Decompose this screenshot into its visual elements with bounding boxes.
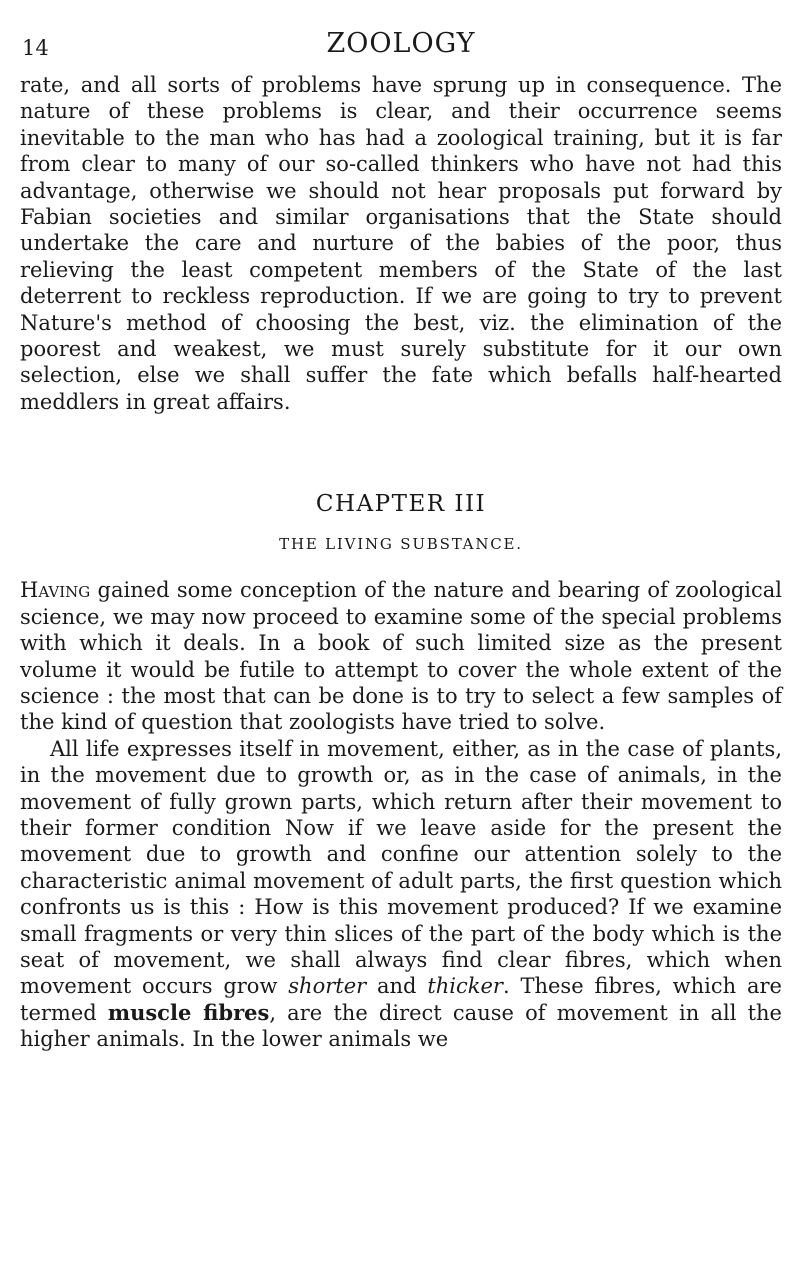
paragraph-1-text: gained some conception of the nature and bearing of zoological science, we may now proceed to examine some of the special problems with which it deals. In a book of such limited size as the present volume it would be futile to attempt to cover the whole extent of the science : the most that can be done is to try to select a few samples of the kind of question that zoologists have tried to solve.: [20, 578, 782, 735]
italic-thicker: thicker: [427, 974, 503, 999]
paragraph-2-part-2: and: [366, 974, 428, 999]
bold-term-muscle-fibres: muscle fibres: [107, 999, 270, 1025]
italic-shorter: shorter: [288, 974, 367, 999]
paragraph-2: [20, 736, 782, 1053]
paragraph-2-part-3: . These fibres, which are termed: [20, 974, 782, 1025]
page-number: 14: [22, 36, 49, 60]
paragraph-2-part-4: , are the direct cause of movement in all the higher animals. In the lower animals we: [20, 1000, 782, 1052]
paragraph-1: [20, 577, 782, 735]
chapter-title: CHAPTER III: [315, 491, 487, 518]
running-head: [20, 28, 782, 68]
book-page: [20, 28, 782, 1053]
paragraph-2-part-1: All life expresses itself in movement, either, as in the case of plants, in the movement due to growth or, as in the case of animals, in the movement of fully grown parts, which return after their movement to their former condition Now if we leave aside for the present the movement due to growth and confine our attention solely to the characteristic animal movement of adult parts, the first question which confronts us is this : How is this movement produced? If we examine small fragments or very thin slices of the part of the body which is the seat of movement, we shall always find clear fibres, which when movement occurs grow: [20, 736, 782, 999]
paragraph-lead-word: Having: [20, 578, 91, 603]
running-title: ZOOLOGY: [326, 28, 476, 59]
chapter-subtitle: THE LIVING SUBSTANCE.: [279, 535, 523, 554]
continued-paragraph: rate, and all sorts of problems have sprung up in consequence. The nature of these problems is clear, and their occurrence seems inevitable to the man who has had a zoological training, but it is far from clear to many of our so-called thinkers who have not had this advantage, otherwise we should not hear proposals put forward by Fabian societies and similar organisations that the State should undertake the care and nurture of the babies of the poor, thus relieving the least competent members of the State of the last deterrent to reckless reproduction. If we are going to try to prevent Nature's method of choosing the best, viz. the elimination of the poorest and weakest, we must surely substitute for it our own selection, else we shall suffer the fate which befalls half-hearted meddlers in great affairs.: [20, 73, 782, 414]
